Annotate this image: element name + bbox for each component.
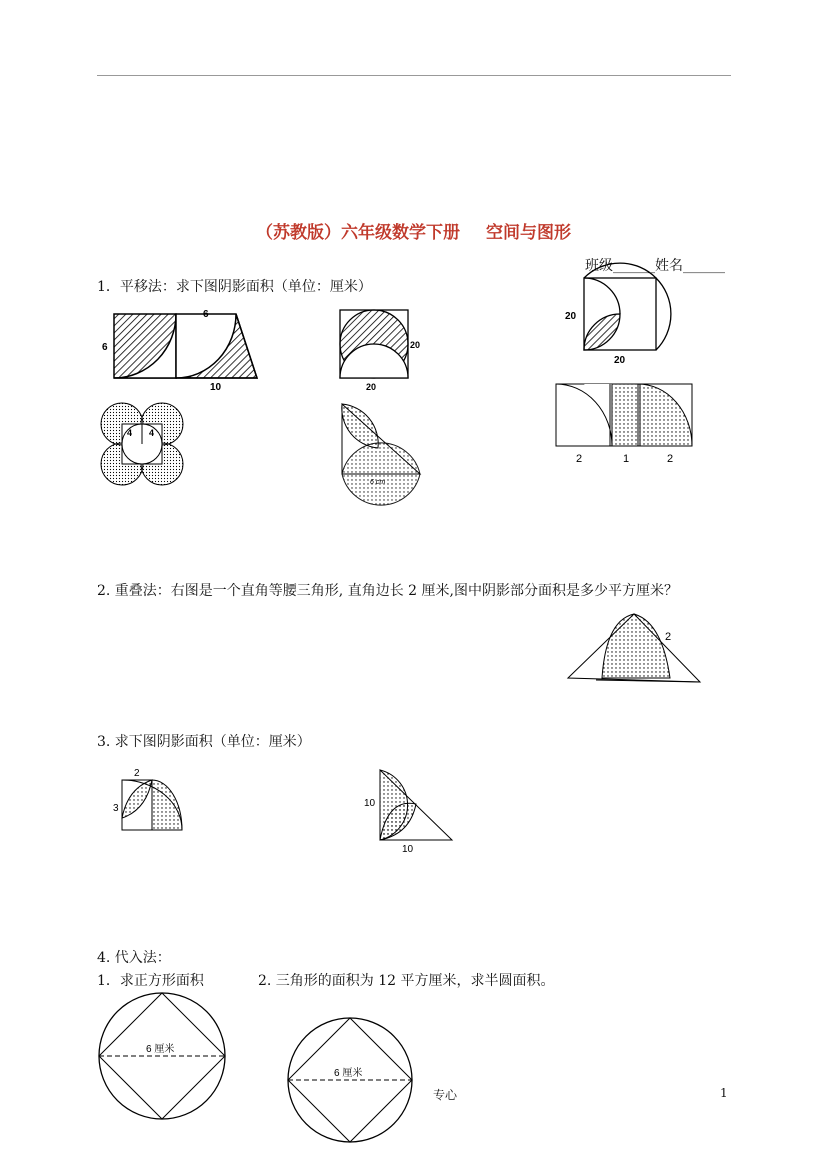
fig3-bottom-label: 20 [614,355,626,366]
fig6-label-c: 2 [667,453,674,465]
class-name-line: 班级______姓名______ [585,258,725,274]
page-number: 1 [720,1086,728,1100]
figure-4 [100,402,190,492]
figure-q4a [96,990,231,1125]
figure-2 [338,308,428,398]
figure-q4b [284,1016,419,1146]
footer-center: 专心 [433,1088,458,1102]
fig1-bottom-label: 10 [210,382,222,393]
fig1-top-label: 6 [203,309,209,320]
title-main: （苏教版）六年级数学下册 [256,223,461,243]
fig2-bottom-label: 20 [366,382,377,392]
q4a-diameter-label: 6 厘米 [146,1044,175,1055]
question-1: 1．平移法：求下图阴影面积（单位：厘米） [97,279,372,295]
fig3-left-label: 20 [565,311,577,322]
fig4-label-b: 4 [149,428,155,438]
question-2: 2. 重叠法：右图是一个直角等腰三角形, 直角边长 2 厘米,图中阴影部分面积是多少平方厘米？ [97,583,678,599]
fig6-label-a: 2 [576,453,583,465]
title-sub: 空间与图形 [485,223,571,243]
fig6-label-b: 1 [623,453,630,465]
q3b-bottom-label: 10 [402,844,414,855]
figure-q3b [358,764,458,854]
figure-5 [338,402,428,487]
figure-q2 [566,610,706,690]
header-rule [97,75,731,76]
q4b-diameter-label: 6 厘米 [334,1068,363,1079]
q3a-top-label: 2 [134,768,140,779]
figure-1 [100,304,260,394]
fig5-bottom-label: 6 cm [370,479,386,486]
figure-3 [562,276,662,366]
question-4-heading: 4. 代入法： [97,950,171,966]
figure-6 [554,382,694,467]
q2-side-label: 2 [665,631,672,643]
fig2-right-label: 20 [410,340,421,350]
question-4-sub-2: 2. 三角形的面积为 12 平方厘米，求半圆面积。 [258,973,555,989]
fig4-label-a: 4 [127,428,133,438]
page-title [0,218,827,243]
q3a-left-label: 3 [113,803,119,814]
fig1-left-label: 6 [102,342,108,353]
q3b-left-label: 10 [364,798,376,809]
question-3: 3. 求下图阴影面积（单位：厘米） [97,734,311,750]
question-4-sub-1: 1．求正方形面积 [97,973,204,989]
figure-q3a [112,766,192,836]
